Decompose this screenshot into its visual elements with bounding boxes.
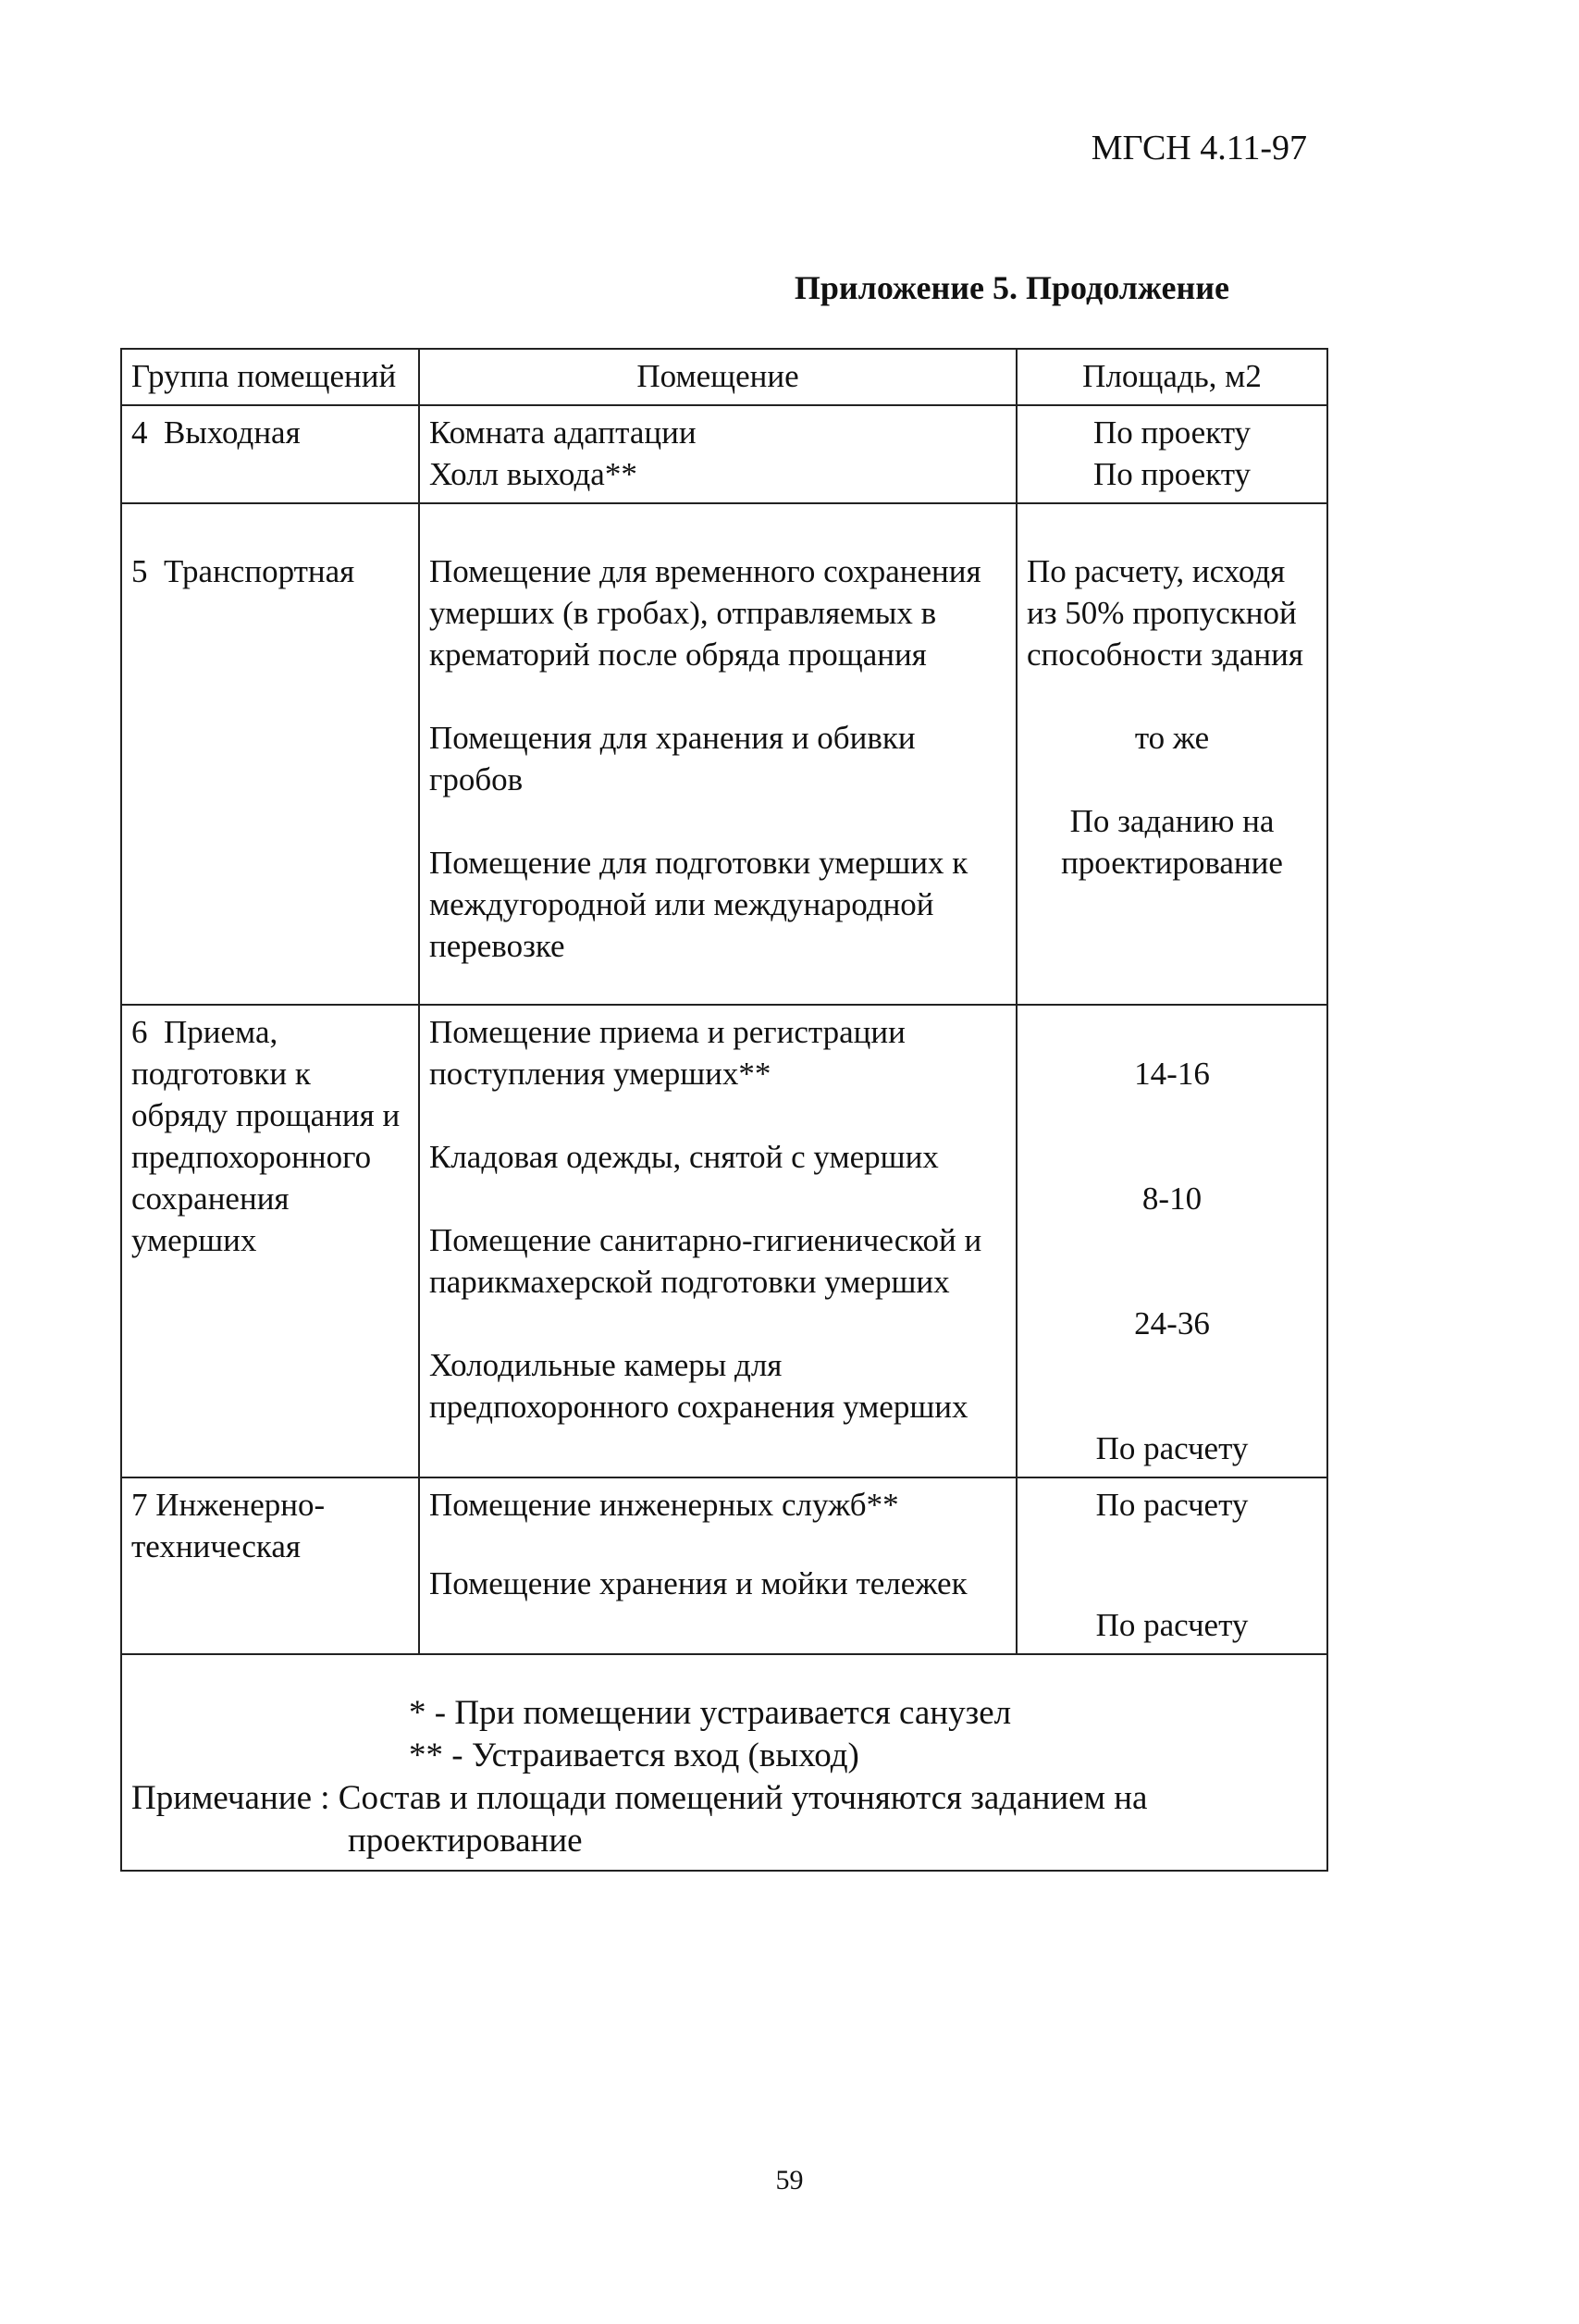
room-name: Помещение хранения и мойки тележек — [429, 1565, 968, 1601]
area-value: По расчету, исходя из 50% пропускной способности здания — [1027, 553, 1305, 673]
notes-cell — [121, 1654, 1327, 1871]
area-value: 8-10 — [1141, 1181, 1203, 1217]
remark-text: Примечание : Состав и площади помещений уточняются заданием на — [131, 1779, 1148, 1817]
area-value: По расчету — [1095, 1607, 1249, 1643]
area-value: 14-16 — [1134, 1056, 1210, 1092]
area-value: то же — [1134, 720, 1210, 756]
room-cell — [419, 1005, 1017, 1477]
room-name: Помещение приема и регистрации поступления умерших** — [429, 1014, 914, 1092]
group-label: 7 Инженерно-техническая — [131, 1487, 326, 1564]
table-row — [121, 1477, 1327, 1654]
room-name: Помещение для временного сохранения умерших (в гробах), отправляемых в крематорий после обряда прощания — [429, 553, 990, 673]
group-cell — [121, 503, 419, 1005]
room-name: Холодильные камеры для предпохоронного сохранения умерших — [429, 1347, 968, 1425]
area-value: 24-36 — [1134, 1305, 1210, 1341]
area-cell — [1017, 1005, 1327, 1477]
area-value: По расчету — [1095, 1487, 1249, 1523]
header-room: Помещение — [419, 349, 1017, 405]
rooms-table — [120, 348, 1328, 1872]
table-header-row — [121, 349, 1327, 405]
group-cell — [121, 405, 419, 503]
area-cell — [1017, 405, 1327, 503]
group-label: 5 Транспортная — [131, 553, 355, 589]
area-value: По расчету — [1095, 1430, 1249, 1466]
room-name: Помещения для хранения и обивки гробов — [429, 720, 924, 797]
notes-row — [121, 1654, 1327, 1871]
room-name: Комната адаптации — [429, 414, 697, 451]
group-cell — [121, 1477, 419, 1654]
room-name: Помещение санитарно-гигиенической и парикмахерской подготовки умерших — [429, 1222, 991, 1300]
page-number: 59 — [775, 2165, 804, 2195]
header-area: Площадь, м2 — [1017, 349, 1327, 405]
room-cell — [419, 503, 1017, 1005]
table-row — [121, 503, 1327, 1005]
room-name: Помещение инженерных служб** — [429, 1487, 899, 1523]
room-cell — [419, 405, 1017, 503]
table-row — [121, 1005, 1327, 1477]
room-name: Кладовая одежды, снятой с умерших — [429, 1139, 939, 1175]
area-cell — [1017, 1477, 1327, 1654]
group-cell — [121, 1005, 419, 1477]
area-value: По заданию на проектирование — [1061, 803, 1283, 881]
appendix-title: Приложение 5. Продолжение — [794, 269, 1229, 306]
remark-text-continued: проектирование — [348, 1822, 583, 1860]
group-label: 6 Приема, подготовки к обряду прощания и предпохоронного сохранения умерших — [131, 1014, 408, 1258]
header-group: Группа помещений — [121, 349, 419, 405]
room-name: Холл выхода** — [429, 456, 637, 492]
footnote-single-star: * - При помещении устраивается санузел — [409, 1694, 1012, 1732]
footnote-double-star: ** - Устраивается вход (выход) — [409, 1737, 859, 1774]
area-value: По проекту — [1092, 414, 1252, 451]
group-label: 4 Выходная — [131, 414, 301, 451]
area-value: По проекту — [1092, 456, 1252, 492]
document-code: МГСН 4.11-97 — [1091, 129, 1307, 167]
area-cell — [1017, 503, 1327, 1005]
table-row — [121, 405, 1327, 503]
room-name: Помещение для подготовки умерших к междугородной или международной перевозке — [429, 845, 976, 964]
room-cell — [419, 1477, 1017, 1654]
